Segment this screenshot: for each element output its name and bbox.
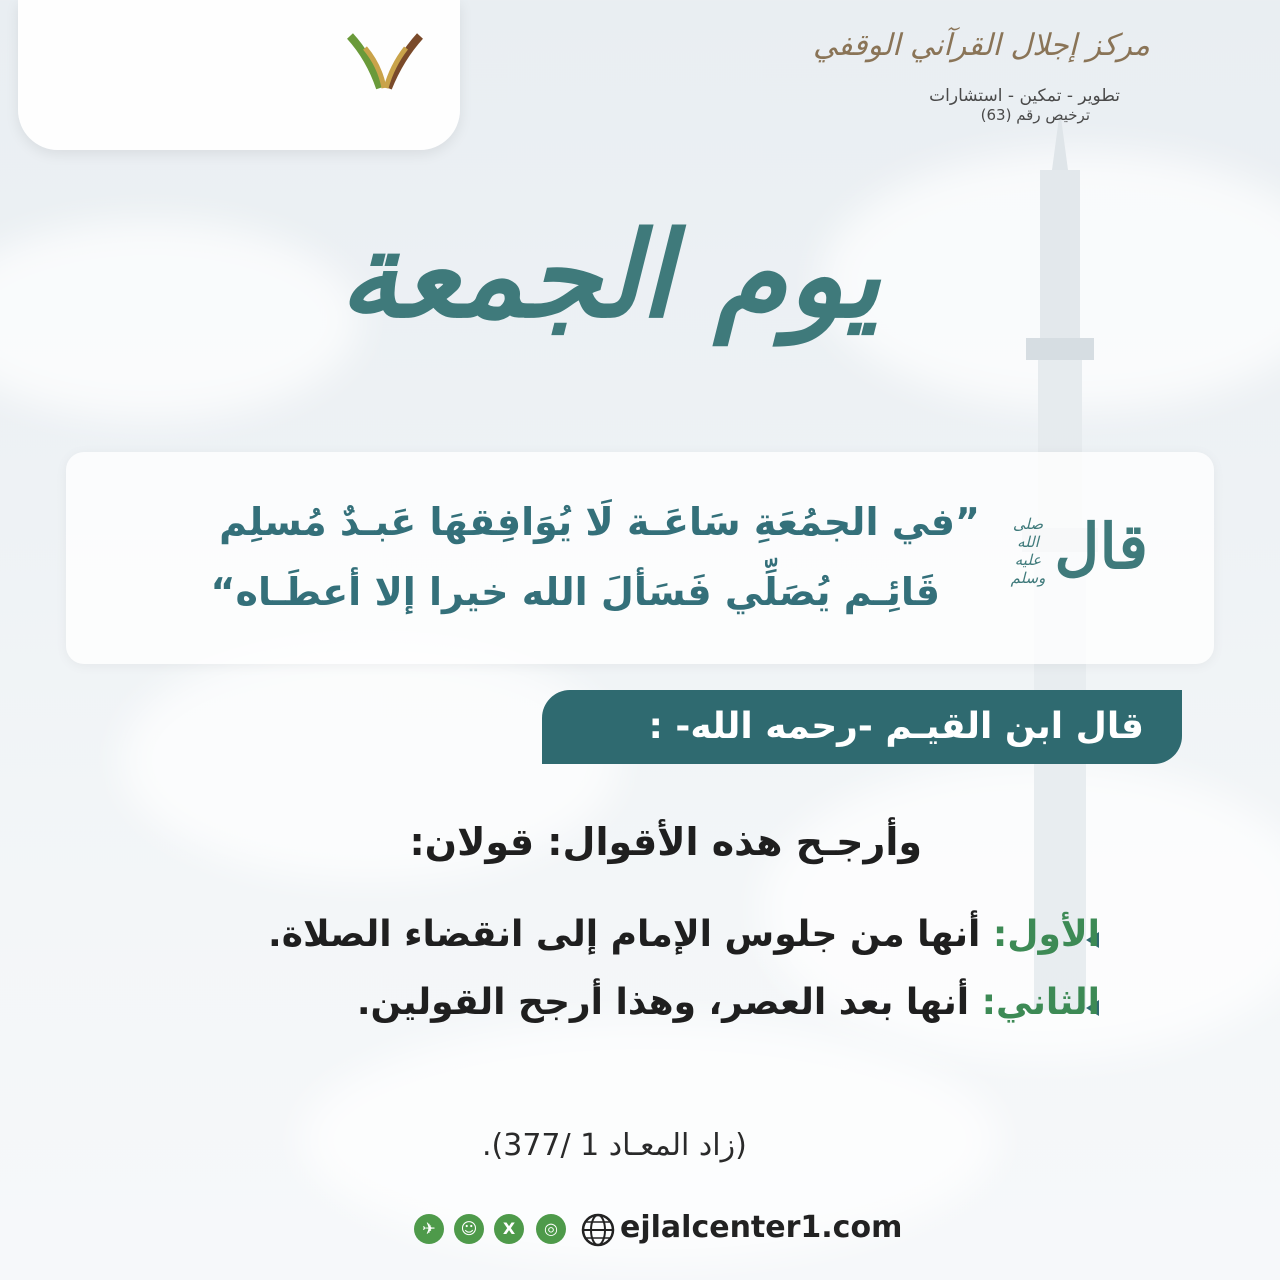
point-text: أنها بعد العصر، وهذا أرجح القولين. [356,982,982,1023]
logo-card [18,0,460,150]
section-banner: قال ابن القيـم -رحمه الله- : [542,690,1182,764]
list-item [357,982,1100,1023]
telegram-icon[interactable]: ✈ [414,1214,444,1244]
hadith-line-1: ”في الجمُعَةِ سَاعَـة لَا يُوَافِقهَا عَبـدٌ مُسلِم [219,500,980,544]
logo-license: ترخيص رقم (63) [980,106,1090,124]
intro-text: وأرجـح هذه الأقوال: قولان: [409,820,922,864]
list-item [268,914,1100,955]
hadith-line-2: قَائِـم يُصَلِّي فَسَألَ الله خيرا إلا أعطَـاه“ [210,570,940,614]
globe-icon [580,1212,616,1248]
point-label: الأول: [992,914,1100,955]
instagram-icon[interactable]: ◎ [536,1214,566,1244]
point-label: الثاني: [981,982,1100,1023]
x-icon[interactable]: X [494,1214,524,1244]
source-citation: (زاد المعـاد 1 /377). [482,1128,747,1163]
logo-tagline: تطوير - تمكين - استشارات [929,86,1120,106]
logo-emblem-icon [340,28,430,98]
hadith-salla: صلى الله عليه وسلم [1010,515,1046,587]
hadith-qal: قال [1054,510,1148,583]
point-text: أنها من جلوس الإمام إلى انقضاء الصلاة. [268,914,993,955]
page-title: يوم الجمعة [339,205,881,344]
website-link[interactable]: ejlalcenter1.com [620,1210,903,1245]
logo-name: مركز إجلال القرآني الوقفي [812,28,1150,63]
snapchat-icon[interactable]: ☺ [454,1214,484,1244]
